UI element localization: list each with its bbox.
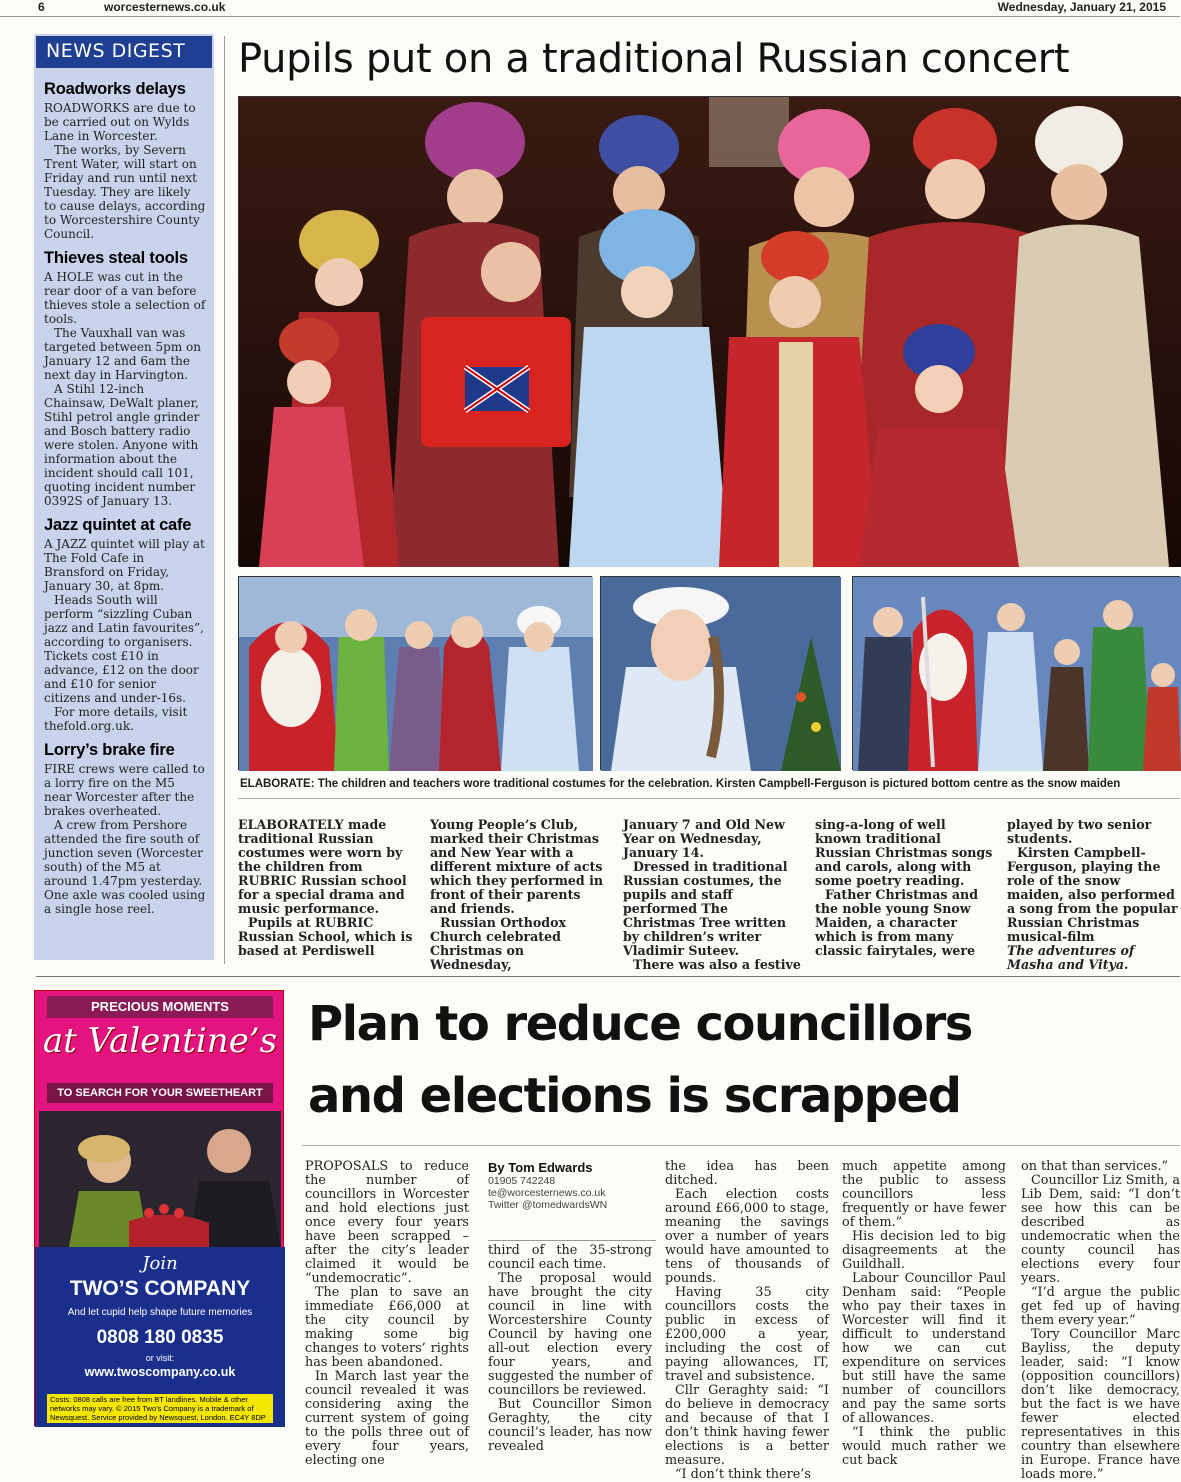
paragraph: There was also a festive bbox=[633, 957, 801, 972]
ad-brand: TWO’S COMPANY bbox=[69, 1277, 251, 1300]
digest-headline: Thieves steal tools bbox=[44, 249, 188, 267]
paragraph: Tory Councillor Marc Bayliss, the deputy leader, said: “I know (opposition councillors) don’t like democracy, but the fact is we have fewer elected representatives in this country than elsewhere in Europe. France have loads more.” bbox=[1021, 1327, 1180, 1482]
digest-paragraph: For more details, visit thefold.org.uk. bbox=[44, 705, 188, 733]
paragraph: Labour Councillor Paul Denham said: “People who pay their taxes in Worcester will find it difficult to understand how we can cut expenditure on services but still have the same number of councillors and pay the same sorts of allowances. bbox=[842, 1271, 1006, 1426]
council-column-1 bbox=[305, 1160, 469, 1468]
ad-couple-photo bbox=[39, 1111, 281, 1247]
ad-join: Join bbox=[142, 1253, 178, 1274]
concert-column-2 bbox=[430, 818, 610, 972]
photo-snow-maiden bbox=[600, 576, 840, 770]
ad-contact-panel bbox=[35, 1247, 285, 1427]
paragraph: In March last year the council revealed it was considering axing the current system of going to the polls three out of every four years, electing one bbox=[305, 1369, 469, 1468]
ad-strap: TO SEARCH FOR YOUR SWEETHEART bbox=[47, 1083, 273, 1103]
headline-rule bbox=[302, 1145, 1180, 1146]
paragraph: Father Christmas and the noble young Snow Maiden, a character which is from many classic fairytales, were bbox=[815, 887, 979, 958]
paragraph: Councillor Liz Smith, a Lib Dem, said: “I don’t see how this can be described as undemocratic when the county council has elections every four years. bbox=[1021, 1173, 1180, 1286]
ad-top-banner: PRECIOUS MOMENTS bbox=[47, 996, 273, 1018]
digest-paragraph: A crew from Pershore attended the fire south of junction seven (Worcester south) of the M5 at around 1.47pm yesterday. One axle was cooled using a single hose reel. bbox=[44, 818, 206, 916]
paragraph: Dressed in traditional Russian costumes, the pupils and staff performed The Christmas Tree written by children’s writer Vladimir Suteev. bbox=[623, 859, 788, 958]
photo-group-father-christmas bbox=[852, 576, 1180, 770]
digest-headline: Lorry’s brake fire bbox=[44, 741, 175, 759]
paragraph: PROPOSALS to reduce the number of councillors in Worcester and hold elections just once every four years have been scrapped – after the city’s leader claimed it would be “undemocratic”. bbox=[305, 1159, 469, 1286]
paragraph: The proposal would have brought the city council in line with Worcestershire County Council by having one all-out election every four years, and suggested the number of councillors be reviewed. bbox=[488, 1271, 652, 1398]
paragraph: Russian Orthodox Church celebrated Christmas on Wednesday, bbox=[430, 915, 566, 972]
digest-headline: Roadworks delays bbox=[44, 80, 186, 98]
paragraph: Cllr Geraghty said: “I do believe in democracy and because of that I don’t think having fewer elections is a better measure. bbox=[665, 1383, 829, 1468]
concert-headline: Pupils put on a traditional Russian concert bbox=[238, 36, 1070, 82]
paragraph: Young People’s Club, marked their Christmas and New Year with a different mixture of acts which they performed in front of their parents and friends. bbox=[430, 817, 604, 916]
caption-rule bbox=[238, 798, 1180, 799]
digest-paragraph: A Stihl 12-inch Chainsaw, DeWalt planer, Stihl petrol angle grinder and Bosch battery radio were stolen. Anyone with information about the incident should call 101, quoting incident number 0392S of January 13. bbox=[44, 382, 200, 508]
paragraph: Each election costs around £66,000 to stage, meaning the savings over a number of years would have amounted to tens of thousands of pounds. bbox=[665, 1187, 829, 1286]
concert-column-1 bbox=[238, 818, 418, 958]
paragraph: sing-a-long of well known traditional Russian Christmas songs and carols, along with some poetry reading. bbox=[815, 817, 993, 888]
council-headline-line-1: Plan to reduce councillors bbox=[308, 996, 972, 1052]
byline-twitter: Twitter @tomedwardsWN bbox=[488, 1199, 608, 1211]
ad-or-visit: or visit: bbox=[145, 1353, 175, 1363]
issue-date: Wednesday, January 21, 2015 bbox=[997, 0, 1166, 14]
concert-column-5 bbox=[1007, 818, 1180, 972]
council-column-4 bbox=[842, 1160, 1006, 1468]
digest-paragraph: The Vauxhall van was targeted between 5pm on January 12 and 6am the next day in Harvington. bbox=[44, 326, 202, 382]
paragraph: “I’d argue the public get fed up of having them every year.” bbox=[1021, 1285, 1180, 1328]
photo-father-christmas-group bbox=[238, 576, 592, 770]
digest-paragraph: FIRE crews were called to a lorry fire on the M5 near Worcester after the brakes overheated. bbox=[44, 762, 205, 818]
column-divider bbox=[224, 36, 225, 964]
paragraph: Having 35 city councillors costs the public in excess of £200,000 a year, including the cost of paying allowances, IT, travel and subsistence. bbox=[665, 1285, 829, 1384]
paragraph: His decision led to big disagreements at the Guildhall. bbox=[842, 1229, 1006, 1272]
byline-rule bbox=[488, 1240, 656, 1241]
concert-column-4 bbox=[815, 818, 995, 958]
paragraph: on that than services.” bbox=[1021, 1159, 1169, 1174]
paragraph: ELABORATELY made traditional Russian costumes were worn by the children from RUBRIC Russian school for a special drama and music performance. bbox=[238, 817, 407, 916]
paragraph: January 7 and Old New Year on Wednesday, January 14. bbox=[623, 817, 785, 860]
paragraph: “I don’t think there’s bbox=[675, 1467, 811, 1482]
film-title: The adventures of Masha and Vitya. bbox=[1007, 943, 1135, 972]
ad-valentines-script: at Valentine’s bbox=[42, 1021, 278, 1061]
paragraph: Pupils at RUBRIC Russian School, which is based at Perdiswell bbox=[238, 915, 413, 958]
council-column-3 bbox=[665, 1160, 829, 1482]
byline-email: te@worcesternews.co.uk bbox=[488, 1187, 606, 1199]
ad-tagline: And let cupid help shape future memories bbox=[67, 1307, 253, 1318]
paragraph: third of the 35-strong council each time. bbox=[488, 1243, 652, 1272]
ad-smallprint: Costs: 0808 calls are free from BT landlines. Mobile & other networks may vary. © 2015 Two’s Company is a trademark of Newsquest. Service provided by Newsquest, London. EC4Y 8DP bbox=[47, 1394, 273, 1423]
paragraph: But Councillor Simon Geraghty, the city council’s leader, has now revealed bbox=[488, 1397, 652, 1454]
main-photo-russian-costumes bbox=[238, 96, 1180, 566]
council-headline-line-2: and elections is scrapped bbox=[308, 1068, 961, 1124]
paragraph: The plan to save an immediate £66,000 at the city council by making some big changes to voters’ rights has been abandoned. bbox=[305, 1285, 469, 1370]
byline-phone: 01905 742248 bbox=[488, 1175, 556, 1187]
digest-paragraph: ROADWORKS are due to be carried out on Wylds Lane in Worcester. bbox=[44, 101, 196, 143]
digest-stories bbox=[44, 80, 206, 916]
valentines-advert bbox=[34, 990, 284, 1426]
paragraph: played by two senior students. bbox=[1007, 817, 1152, 846]
section-rule bbox=[36, 976, 1180, 977]
ad-phone: 0808 180 0835 bbox=[96, 1327, 224, 1348]
digest-paragraph: A JAZZ quintet will play at The Fold Cafe in Bransford on Friday, January 30, at 8pm. bbox=[44, 537, 205, 593]
digest-title: NEWS DIGEST bbox=[36, 36, 212, 68]
page-number: 6 bbox=[38, 0, 45, 14]
byline bbox=[488, 1160, 658, 1211]
top-rule bbox=[0, 16, 1180, 17]
news-digest bbox=[34, 34, 214, 960]
digest-paragraph: A HOLE was cut in the rear door of a van before thieves stole a selection of tools. bbox=[44, 270, 206, 326]
digest-paragraph: The works, by Severn Trent Water, will start on Friday and run until next Tuesday. They are likely to cause delays, according to Worcestershire County Council. bbox=[44, 143, 206, 241]
paragraph: much appetite among the public to assess councillors less frequently or have fewer of them.” bbox=[842, 1159, 1006, 1230]
photo-caption: ELABORATE: The children and teachers wore traditional costumes for the celebration. Kirsten Campbell-Ferguson is pictured bottom centre as the snow maiden bbox=[240, 778, 1121, 790]
site-name: worcesternews.co.uk bbox=[104, 0, 226, 14]
digest-headline: Jazz quintet at cafe bbox=[44, 516, 192, 534]
digest-paragraph: Heads South will perform “sizzling Cuban jazz and Latin favourites”, according to organisers. Tickets cost £10 in advance, £12 on the door and £10 for senior citizens and under-16s. bbox=[44, 593, 204, 705]
paragraph: the idea has been ditched. bbox=[665, 1159, 829, 1188]
byline-name: By Tom Edwards bbox=[488, 1160, 593, 1175]
council-column-2 bbox=[488, 1244, 652, 1454]
ad-url: www.twoscompany.co.uk bbox=[84, 1365, 236, 1379]
council-column-5 bbox=[1021, 1160, 1180, 1482]
paragraph: Kirsten Campbell-Ferguson, playing the role of the snow maiden, also performed a song from the popular Russian Christmas musical-film bbox=[1007, 845, 1178, 944]
paragraph: “I think the public would much rather we cut back bbox=[842, 1425, 1006, 1468]
concert-column-3 bbox=[623, 818, 803, 972]
